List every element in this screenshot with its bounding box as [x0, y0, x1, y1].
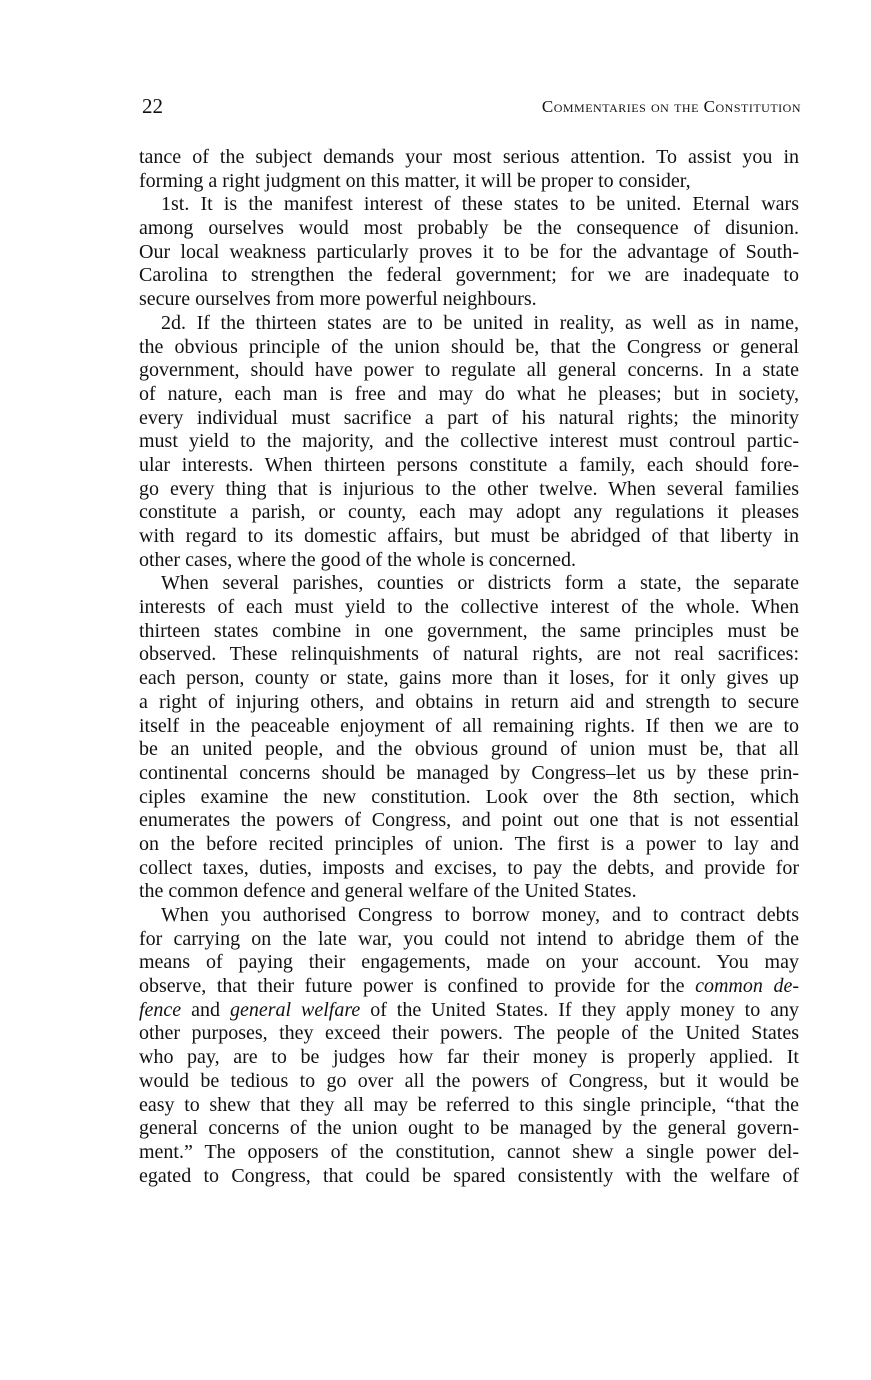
- text-segment: ular interests. When thirteen persons constitute a family, each should fore-: [139, 453, 799, 476]
- text-line: [139, 999, 799, 1023]
- text-line: [139, 312, 799, 336]
- text-line: [139, 643, 799, 667]
- text-line: [139, 501, 799, 525]
- text-line: [139, 833, 799, 857]
- text-line: [139, 170, 799, 194]
- text-line: [139, 1070, 799, 1094]
- text-line: [139, 288, 799, 312]
- text-line: [139, 572, 799, 596]
- text-segment: continental concerns should be managed by Congress–let us by these prin-: [139, 761, 799, 784]
- text-line: [139, 928, 799, 952]
- text-line: [139, 667, 799, 691]
- text-segment: would be tedious to go over all the powers of Congress, but it would be: [139, 1069, 799, 1092]
- text-line: [139, 596, 799, 620]
- text-segment: When several parishes, counties or districts form a state, the separate: [161, 572, 799, 595]
- text-line: [139, 691, 799, 715]
- text-segment: forming a right judgment on this matter, it will be proper to consider,: [139, 169, 691, 192]
- text-segment: among ourselves would most probably be the consequence of disunion.: [139, 217, 799, 240]
- text-line: [139, 1094, 799, 1118]
- text-segment: ment.” The opposers of the constitution, cannot shew a single power del-: [139, 1140, 799, 1163]
- text-segment: be an united people, and the obvious ground of union must be, that all: [139, 738, 799, 761]
- text-segment: 2d. If the thirteen states are to be united in reality, as well as in name,: [161, 311, 799, 334]
- text-segment: tance of the subject demands your most serious attention. To assist you in: [139, 146, 799, 168]
- text-line: [139, 809, 799, 833]
- text-segment: other purposes, they exceed their powers. The people of the United States: [139, 1022, 799, 1045]
- text-line: [139, 786, 799, 810]
- text-segment: the obvious principle of the union should be, that the Congress or general: [139, 335, 799, 358]
- text-segment: a right of injuring others, and obtains in return aid and strength to secure: [139, 690, 799, 713]
- text-segment: observed. These relinquishments of natural rights, are not real sacrifices:: [139, 643, 799, 666]
- text-segment: 1st. It is the manifest interest of these states to be united. Eternal wars: [161, 193, 799, 216]
- text-segment: collect taxes, duties, imposts and excises, to pay the debts, and provide for: [139, 856, 799, 879]
- text-line: [139, 217, 799, 241]
- text-segment: with regard to its domestic affairs, but must be abridged of that liberty in: [139, 525, 799, 547]
- italic-text: common de-: [695, 975, 799, 998]
- text-segment: When you authorised Congress to borrow money, and to contract debts: [161, 904, 799, 926]
- text-segment: who pay, are to be judges how far their money is properly applied. It: [139, 1046, 799, 1069]
- text-line: [139, 880, 799, 904]
- text-segment: other cases, where the good of the whole is concerned.: [139, 548, 577, 571]
- text-segment: easy to shew that they all may be referred to this single principle, “that the: [139, 1093, 799, 1116]
- text-segment: of nature, each man is free and may do what he pleases; but in society,: [139, 382, 799, 405]
- text-segment: each person, county or state, gains more than it loses, for it only gives up: [139, 667, 799, 690]
- text-segment: every individual must sacrifice a part of his natural rights; the minority: [139, 406, 799, 429]
- text-line: [139, 715, 799, 739]
- text-line: [139, 478, 799, 502]
- text-line: [139, 359, 799, 383]
- text-line: [139, 1117, 799, 1141]
- text-line: [139, 454, 799, 478]
- page-header: [142, 94, 801, 124]
- text-line: [139, 1165, 799, 1189]
- text-line: [139, 336, 799, 360]
- text-line: [139, 620, 799, 644]
- text-segment: observe, that their future power is confined to provide for the: [139, 975, 696, 998]
- text-segment: for carrying on the late war, you could not intend to abridge them of the: [139, 927, 799, 950]
- text-line: [139, 525, 799, 549]
- text-segment: means of paying their engagements, made on your account. You may: [139, 951, 799, 974]
- text-line: [139, 1022, 799, 1046]
- text-line: [139, 549, 799, 573]
- text-line: [139, 264, 799, 288]
- body-text: [139, 146, 799, 1188]
- page-number: 22: [142, 94, 163, 118]
- text-segment: secure ourselves from more powerful neighbours.: [139, 288, 537, 311]
- text-segment: thirteen states combine in one government, the same principles must be: [139, 619, 799, 642]
- text-line: [139, 1141, 799, 1165]
- text-segment: Carolina to strengthen the federal government; for we are inadequate to: [139, 264, 799, 287]
- text-line: [139, 975, 799, 999]
- running-title: Commentaries on the Constitution: [541, 97, 801, 116]
- text-segment: general concerns of the union ought to be managed by the general govern-: [139, 1117, 799, 1140]
- text-line: [139, 407, 799, 431]
- text-line: [139, 857, 799, 881]
- text-line: [139, 193, 799, 217]
- text-segment: government, should have power to regulate all general concerns. In a state: [139, 359, 799, 382]
- text-line: [139, 430, 799, 454]
- text-segment: itself in the peaceable enjoyment of all remaining rights. If then we are to: [139, 714, 799, 737]
- text-line: [139, 904, 799, 928]
- text-segment: enumerates the powers of Congress, and point out one that is not essential: [139, 809, 799, 832]
- text-segment: on the before recited principles of union. The first is a power to lay and: [139, 832, 799, 855]
- text-segment: go every thing that is injurious to the other twelve. When several families: [139, 477, 799, 500]
- text-line: [139, 241, 799, 265]
- italic-text: fence: [139, 998, 182, 1021]
- text-segment: must yield to the majority, and the collective interest must controul partic-: [139, 430, 799, 453]
- text-segment: Our local weakness particularly proves it to be for the advantage of South-: [139, 240, 799, 263]
- text-line: [139, 738, 799, 762]
- text-segment: the common defence and general welfare of the United States.: [139, 880, 637, 903]
- text-line: [139, 146, 799, 170]
- text-segment: constitute a parish, or county, each may adopt any regulations it pleases: [139, 501, 799, 524]
- italic-text: general welfare: [229, 998, 361, 1021]
- text-segment: ciples examine the new constitution. Look over the 8th section, which: [139, 785, 799, 808]
- text-line: [139, 951, 799, 975]
- text-segment: of the United States. If they apply money to any: [360, 998, 800, 1021]
- text-segment: egated to Congress, that could be spared consistently with the welfare of: [139, 1164, 799, 1187]
- text-line: [139, 1046, 799, 1070]
- text-line: [139, 762, 799, 786]
- text-line: [139, 383, 799, 407]
- text-segment: and: [181, 998, 230, 1021]
- text-segment: interests of each must yield to the collective interest of the whole. When: [139, 596, 799, 619]
